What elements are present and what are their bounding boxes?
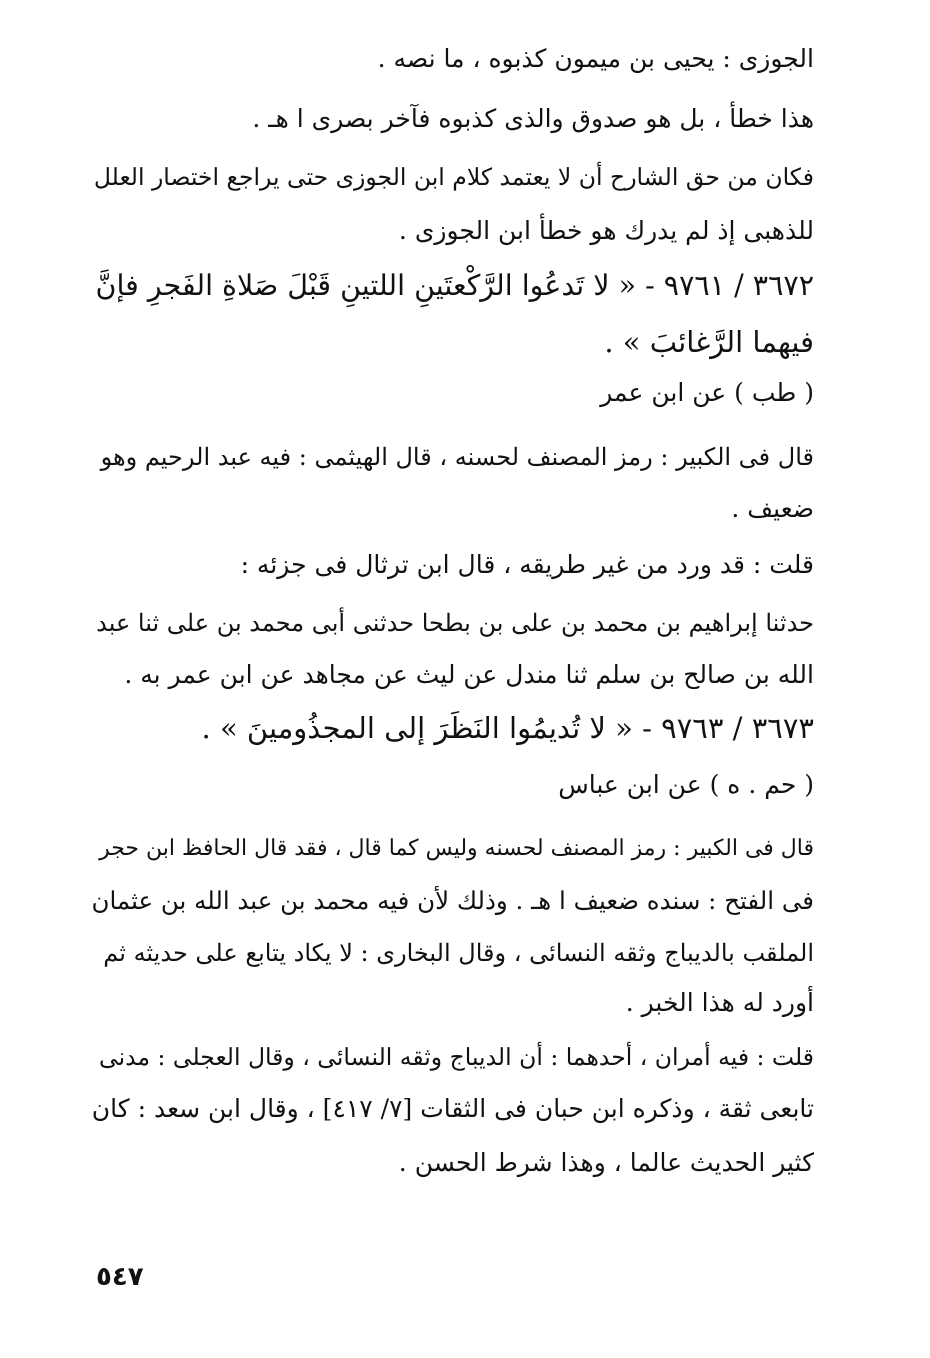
text-line: للذهبى إذ لم يدرك هو خطأ ابن الجوزى . bbox=[398, 216, 814, 245]
text-line: تابعى ثقة ، وذكره ابن حبان فى الثقات [٧/ ٤١٧] ، وقال ابن سعد : كان bbox=[91, 1094, 814, 1123]
text-line: الجوزى : يحيى بن ميمون كذبوه ، ما نصه . bbox=[377, 44, 814, 73]
hadith-heading: ٣٦٧٣ / ٩٧٦٣ - « لا تُديمُوا النَظَرَ إلى المجذُومينَ » . bbox=[201, 711, 814, 745]
text-line: قلت : قد ورد من غير طريقه ، قال ابن ترثال فى جزئه : bbox=[240, 550, 814, 579]
hadith-heading: فيهما الرَّغائبَ » . bbox=[604, 325, 814, 359]
text-line: هذا خطأ ، بل هو صدوق والذى كذبوه فآخر بصرى ا هـ . bbox=[252, 104, 814, 133]
source-line: ( حم . ه ) عن ابن عباس bbox=[558, 770, 814, 799]
text-line: الملقب بالديباج وثقه النسائى ، وقال البخارى : لا يكاد يتابع على حديثه ثم bbox=[103, 939, 814, 967]
hadith-heading: ٣٦٧٢ / ٩٧٦١ - « لا تَدعُوا الرَّكْعتَينِ اللتينِ قَبْلَ صَلاةِ الفَجرِ فإنَّ bbox=[95, 269, 814, 302]
text-line: قلت : فيه أمران ، أحدهما : أن الديباج وثقه النسائى ، وقال العجلى : مدنى bbox=[99, 1043, 814, 1071]
text-line: قال فى الكبير : رمز المصنف لحسنه ، قال الهيثمى : فيه عبد الرحيم وهو bbox=[100, 443, 814, 471]
text-line: ضعيف . bbox=[731, 494, 814, 523]
text-line: الله بن صالح بن سلم ثنا مندل عن ليث عن مجاهد عن ابن عمر به . bbox=[124, 660, 814, 689]
text-line: قال فى الكبير : رمز المصنف لحسنه وليس كما قال ، فقد قال الحافظ ابن حجر bbox=[99, 836, 814, 861]
text-line: أورد له هذا الخبر . bbox=[625, 988, 814, 1017]
page-number: ٥٤٧ bbox=[96, 1262, 144, 1292]
text-line: فكان من حق الشارح أن لا يعتمد كلام ابن الجوزى حتى يراجع اختصار العلل bbox=[93, 163, 814, 191]
text-line: فى الفتح : سنده ضعيف ا هـ . وذلك لأن فيه محمد بن عبد الله بن عثمان bbox=[91, 886, 814, 915]
text-line: حدثنا إبراهيم بن محمد بن على بن بطحا حدثنى أبى محمد بن على ثنا عبد bbox=[96, 609, 814, 637]
source-line: ( طب ) عن ابن عمر bbox=[600, 378, 814, 407]
text-line: كثير الحديث عالما ، وهذا شرط الحسن . bbox=[398, 1148, 814, 1177]
